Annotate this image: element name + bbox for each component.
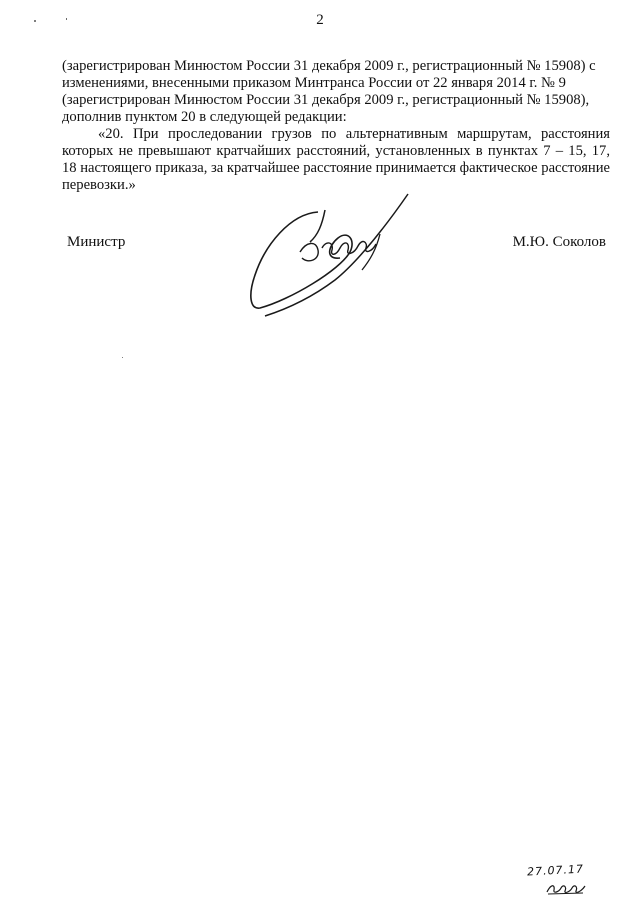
handwritten-date: 27.07.17 bbox=[526, 862, 585, 879]
handwritten-initials bbox=[545, 880, 587, 896]
body-line-1: (зарегистрирован Минюстом России 31 декабря 2009 г., регистрационный № 15908) с bbox=[62, 58, 596, 74]
amendment-quote: «20. При проследовании грузов по альтернативным маршрутам, расстояния которых не превышают кратчайших расстояний, установленных в пунктах 7 – 15, 17, 18 настоящего приказа, за кратчайшее расстояние принимается фактическое расстояние перевозки.» bbox=[62, 126, 611, 193]
scan-speck bbox=[66, 18, 67, 20]
body-line-3: (зарегистрирован Минюстом России 31 декабря 2009 г., регистрационный № 15908), bbox=[62, 92, 590, 108]
document-body bbox=[62, 58, 610, 194]
signatory-title: Министр bbox=[67, 234, 126, 250]
body-line-4: дополнив пунктом 20 в следующей редакции: bbox=[62, 109, 347, 125]
handwritten-signature bbox=[230, 190, 420, 325]
body-line-2: изменениями, внесенными приказом Минтранса России от 22 января 2014 г. № 9 bbox=[62, 75, 566, 91]
page-number: 2 bbox=[316, 12, 324, 28]
signatory-name: М.Ю. Соколов bbox=[512, 234, 606, 250]
scan-speck bbox=[122, 357, 123, 358]
scan-speck bbox=[34, 20, 36, 22]
